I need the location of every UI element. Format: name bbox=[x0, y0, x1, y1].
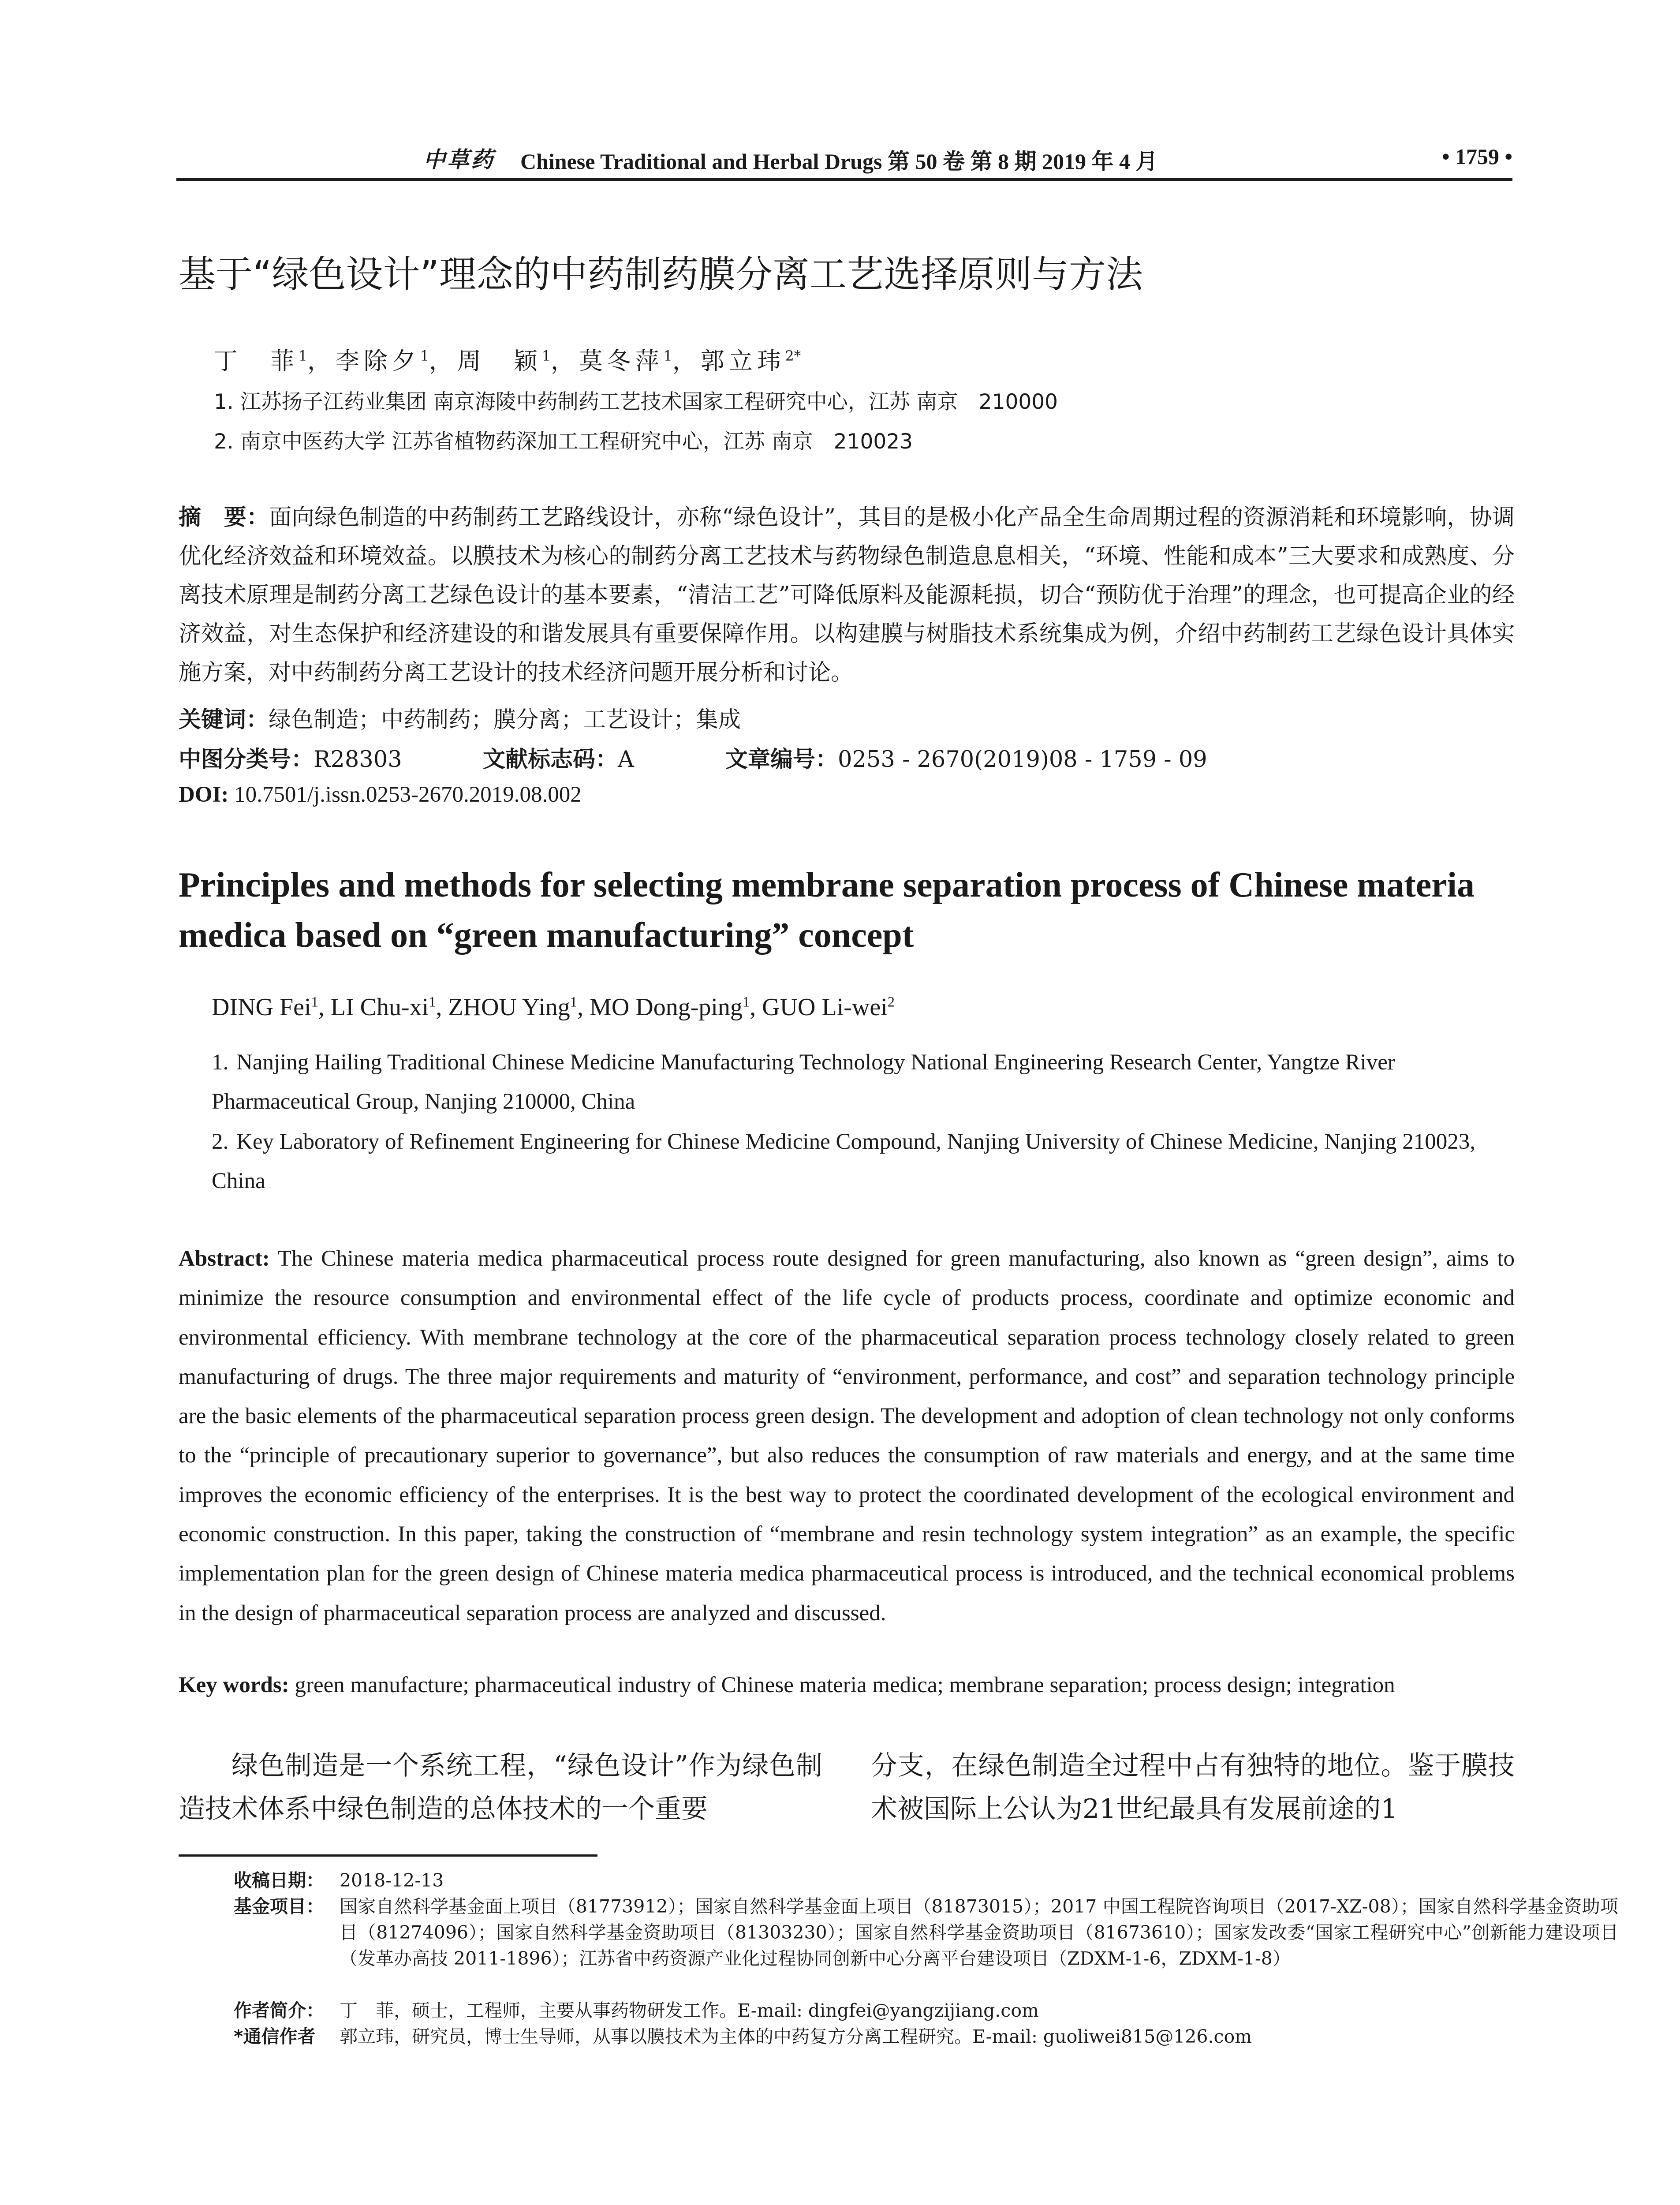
footnote-rule bbox=[179, 1854, 597, 1857]
affiliation-en-1-num: 1. bbox=[212, 1050, 229, 1075]
cn-author-name: 李除夕 bbox=[335, 347, 420, 375]
cn-author bbox=[579, 347, 672, 375]
article-no-value: 0253 - 2670(2019)08 - 1759 - 09 bbox=[838, 747, 1207, 773]
cn-author-affiliation-mark: 2* bbox=[785, 348, 801, 364]
affiliation-en-2-num: 2. bbox=[212, 1129, 229, 1154]
affiliation-cn-2: 2. 南京中医药大学 江苏省植物药深加工工程研究中心，江苏 南京 210023 bbox=[214, 430, 913, 454]
cn-author bbox=[336, 347, 429, 375]
clc-item bbox=[179, 741, 402, 774]
en-author-name: LI Chu-xi bbox=[330, 994, 429, 1021]
title-cn: 基于“绿色设计”理念的中药制药膜分离工艺选择原则与方法 bbox=[179, 253, 1143, 296]
footnote-corresponding-text: 郭立玮，研究员，博士生导师，从事以膜技术为主体的中药复方分离工程研究。E-mail: guoliwei815@126.com bbox=[340, 2026, 1252, 2047]
running-header bbox=[176, 140, 1512, 181]
affiliation-en-2-text: Key Laboratory of Refinement Engineering for Chinese Medicine Compound, Nanjing University of Chinese Medicine, Nanjing 210023, China bbox=[212, 1129, 1476, 1193]
cn-author-affiliation-mark: 1 bbox=[420, 348, 429, 364]
doi-label: DOI: bbox=[179, 782, 229, 807]
keywords-en-label: Key words: bbox=[179, 1673, 289, 1697]
en-author bbox=[590, 994, 750, 1021]
en-author-separator: , bbox=[577, 994, 590, 1021]
cn-author-name: 莫冬萍 bbox=[579, 347, 664, 375]
classification-row bbox=[179, 741, 1515, 776]
en-author bbox=[331, 994, 436, 1021]
en-author-affiliation-mark: 1 bbox=[311, 994, 318, 1010]
cn-author-separator: ， bbox=[672, 347, 701, 375]
cn-author-affiliation-mark: 1 bbox=[663, 348, 672, 364]
journal-logo: 中草药 bbox=[423, 146, 495, 172]
footnote-funding-text: 国家自然科学基金面上项目（81773912）；国家自然科学基金面上项目（81873015）；2017 中国工程院咨询项目（2017-XZ-08）；国家自然科学基金资助项目（81274096）；国家自然科学基金资助项目（81303230）；国家自然科学基金资助项目（81673610）；国家发改委“国家工程研究中心”创新能力建设项目（发革办高技 2011-1896）；江苏省中药资源产业化过程协同创新中心分离平台建设项目（ZDXM-1-6，ZDXM-1-8） bbox=[340, 1896, 1618, 1969]
en-author-affiliation-mark: 1 bbox=[429, 994, 436, 1010]
cn-author bbox=[214, 347, 307, 375]
article-no-item bbox=[725, 741, 1207, 774]
abstract-cn bbox=[179, 498, 1515, 692]
affiliation-cn-1: 1. 江苏扬子江药业集团 南京海陵中药制药工艺技术国家工程研究中心，江苏 南京 210000 bbox=[214, 390, 1058, 414]
authors-cn bbox=[214, 342, 801, 376]
doc-code-label: 文献标志码： bbox=[483, 747, 618, 773]
abstract-en bbox=[179, 1239, 1515, 1633]
en-author-name: GUO Li-wei bbox=[762, 994, 888, 1021]
cn-author bbox=[457, 347, 551, 375]
cn-author-name: 郭立玮 bbox=[700, 347, 785, 375]
footnote-received-label: 收稿日期： bbox=[234, 1870, 324, 1891]
cn-author-affiliation-mark: 1 bbox=[541, 348, 551, 364]
header-rule bbox=[176, 178, 1512, 181]
cn-author-separator: ， bbox=[429, 347, 457, 375]
en-author-affiliation-mark: 2 bbox=[887, 994, 895, 1010]
affiliation-en-1-text: Nanjing Hailing Traditional Chinese Medicine Manufacturing Technology National Engineering Research Center, Yangtze River Pharmaceutical Group, Nanjing 210000, China bbox=[212, 1050, 1395, 1114]
doc-code-value: A bbox=[618, 747, 634, 773]
doi-line bbox=[179, 782, 582, 807]
cn-author bbox=[701, 347, 801, 375]
cn-author-name: 周 颖 bbox=[457, 347, 542, 375]
keywords-cn-label: 关键词： bbox=[179, 707, 269, 733]
authors-en bbox=[212, 993, 895, 1021]
en-author-name: DING Fei bbox=[212, 994, 311, 1021]
footnote-received-text: 2018-12-13 bbox=[340, 1870, 444, 1891]
article-no-label: 文章编号： bbox=[725, 747, 838, 773]
body-column-right: 分支，在绿色制造全过程中占有独特的地位。鉴于膜技术被国际上公认为21世纪最具有发展前途的1 bbox=[871, 1750, 1515, 1824]
en-author-separator: , bbox=[750, 994, 762, 1021]
en-author bbox=[448, 994, 577, 1021]
en-author bbox=[212, 994, 318, 1021]
en-author-affiliation-mark: 1 bbox=[570, 994, 578, 1010]
affiliation-en-1 bbox=[212, 1043, 1512, 1121]
keywords-en-text: green manufacture; pharmaceutical industry of Chinese materia medica; membrane separation; process design; integration bbox=[295, 1673, 1395, 1697]
abstract-en-text: The Chinese materia medica pharmaceutical process route designed for green manufacturing, also known as “green design”, aims to minimize the resource consumption and environmental effect of the life cycle of products process, coordinate and optimize economic and environmental efficiency. With membrane technology at the core of the pharmaceutical separation process technology closely related to green manufacturing of drugs. The three major requirements and maturity of “environment, performance, and cost” and separation technology principle are the basic elements of the pharmaceutical separation process green design. The development and adoption of clean technology not only conforms to the “principle of precautionary superior to governance”, but also reduces the consumption of raw materials and energy, and at the same time improves the economic efficiency of the enterprises. It is the best way to protect the coordinated development of the ecological environment and economic construction. In this paper, taking the construction of “membrane and resin technology system integration” as an example, the specific implementation plan for the green design of Chinese materia medica pharmaceutical process is introduced, and the technical economical problems in the design of pharmaceutical separation process are analyzed and discussed. bbox=[179, 1246, 1515, 1626]
body-column-left: 绿色制造是一个系统工程，“绿色设计”作为绿色制造技术体系中绿色制造的总体技术的一个重要 bbox=[179, 1750, 822, 1824]
keywords-cn-text: 绿色制造；中药制药；膜分离；工艺设计；集成 bbox=[269, 707, 741, 733]
cn-author-separator: ， bbox=[307, 347, 336, 375]
cn-author-separator: ， bbox=[550, 347, 579, 375]
doc-code-item bbox=[483, 741, 634, 774]
abstract-en-label: Abstract: bbox=[179, 1246, 270, 1271]
en-author-name: MO Dong-ping bbox=[590, 994, 743, 1021]
footnote-corresponding-label: *通信作者 bbox=[234, 2026, 316, 2047]
title-en: Principles and methods for selecting membrane separation process of Chinese materia medica based on “green manufacturing” concept bbox=[179, 866, 1475, 955]
journal-info: Chinese Traditional and Herbal Drugs 第 50 卷 第 8 期 2019 年 4 月 bbox=[520, 149, 1158, 174]
footnote-funding-label: 基金项目： bbox=[234, 1896, 324, 1917]
abstract-cn-text: 面向绿色制造的中药制药工艺路线设计，亦称“绿色设计”，其目的是极小化产品全生命周期过程的资源消耗和环境影响，协调优化经济效益和环境效益。以膜技术为核心的制药分离工艺技术与药物绿色制造息息相关，“环境、性能和成本”三大要求和成熟度、分离技术原理是制药分离工艺绿色设计的基本要素，“清洁工艺”可降低原料及能源耗损，切合“预防优于治理”的理念，也可提高企业的经济效益，对生态保护和经济建设的和谐发展具有重要保障作用。以构建膜与树脂技术系统集成为例，介绍中药制药工艺绿色设计具体实施方案，对中药制药分离工艺设计的技术经济问题开展分析和讨论。 bbox=[179, 505, 1515, 686]
en-author-separator: , bbox=[436, 994, 448, 1021]
clc-label: 中图分类号： bbox=[179, 747, 314, 773]
doi-value: 10.7501/j.issn.0253-2670.2019.08.002 bbox=[234, 782, 582, 807]
cn-author-affiliation-mark: 1 bbox=[299, 348, 307, 364]
keywords-cn bbox=[179, 701, 741, 734]
en-author-affiliation-mark: 1 bbox=[742, 994, 750, 1010]
abstract-cn-label: 摘 要： bbox=[179, 505, 269, 531]
footnote-author-bio-text: 丁 菲，硕士，工程师，主要从事药物研发工作。E-mail: dingfei@yangzijiang.com bbox=[340, 2000, 1039, 2021]
affiliation-en-2 bbox=[212, 1122, 1512, 1201]
en-author-separator: , bbox=[318, 994, 331, 1021]
en-author bbox=[762, 994, 895, 1021]
footnote-author-bio-label: 作者简介： bbox=[234, 2000, 324, 2021]
cn-author-name: 丁 菲 bbox=[214, 347, 299, 375]
page-number: • 1759 • bbox=[1441, 144, 1512, 169]
clc-value: R28303 bbox=[314, 747, 402, 773]
en-author-name: ZHOU Ying bbox=[448, 994, 570, 1021]
keywords-en bbox=[179, 1672, 1395, 1698]
